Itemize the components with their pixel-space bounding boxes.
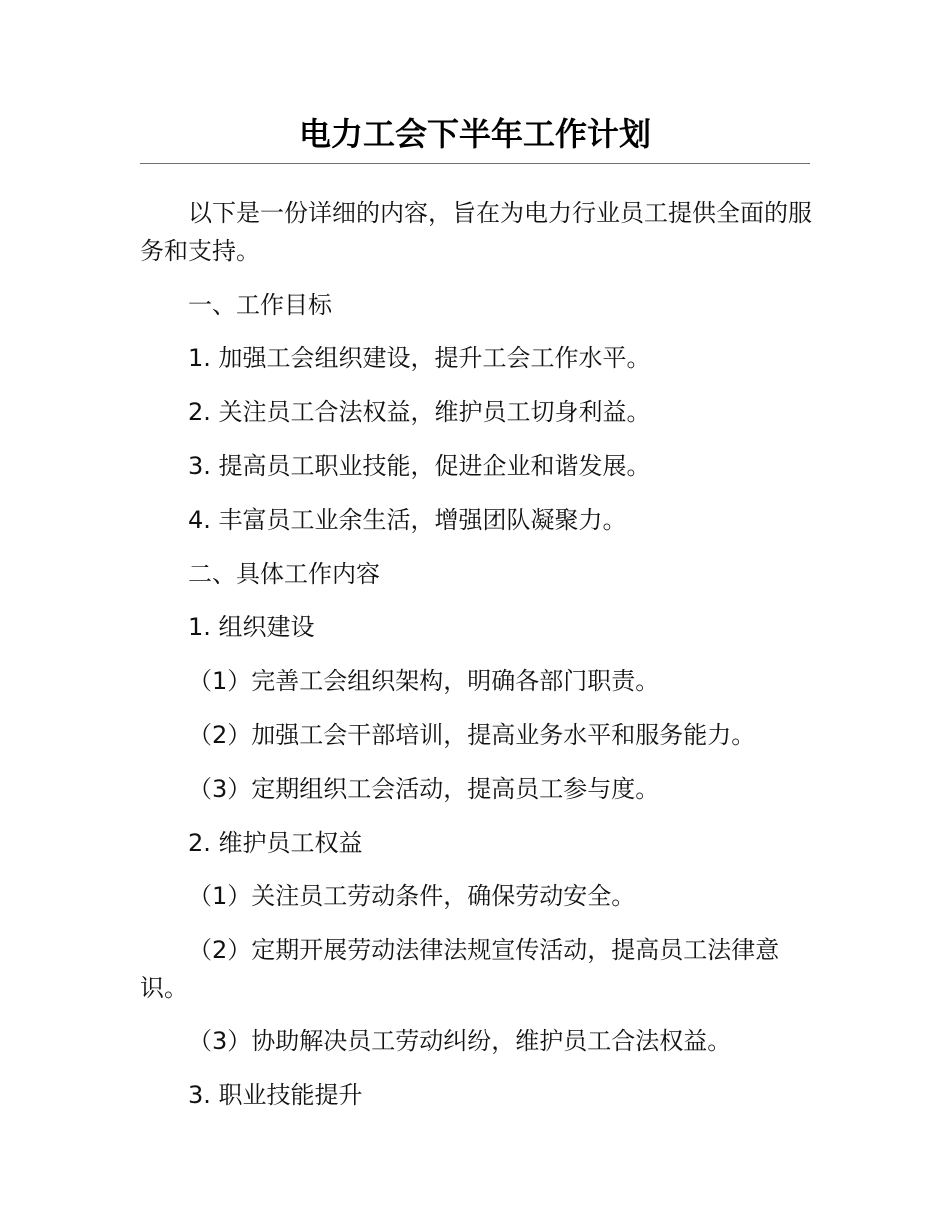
section-heading-goals: 一、工作目标 (188, 291, 332, 319)
goal-item-1: 1. 加强工会组织建设，提升工会工作水平。 (188, 344, 651, 372)
subsection-heading-3: 3. 职业技能提升 (188, 1081, 363, 1109)
subsection-item-2-3: （3）协助解决员工劳动纠纷，维护员工合法权益。 (188, 1027, 732, 1055)
document-title: 电力工会下半年工作计划 (298, 115, 651, 153)
subsection-heading-2: 2. 维护员工权益 (188, 829, 363, 857)
goal-item-3: 3. 提高员工职业技能，促进企业和谐发展。 (188, 452, 651, 480)
subsection-item-1-3: （3）定期组织工会活动，提高员工参与度。 (188, 775, 660, 803)
subsection-item-2-1: （1）关注员工劳动条件，确保劳动安全。 (188, 882, 636, 910)
subsection-item-2-2: （2）定期开展劳动法律法规宣传活动，提高员工法律意识。 (140, 936, 780, 1002)
intro-paragraph: 以下是一份详细的内容，旨在为电力行业员工提供全面的服务和支持。 (140, 199, 812, 265)
goal-item-2: 2. 关注员工合法权益，维护员工切身利益。 (188, 398, 651, 426)
section-heading-content: 二、具体工作内容 (188, 560, 380, 588)
subsection-heading-1: 1. 组织建设 (188, 613, 315, 641)
goal-item-4: 4. 丰富员工业余生活，增强团队凝聚力。 (188, 506, 627, 534)
subsection-item-1-1: （1）完善工会组织架构，明确各部门职责。 (188, 667, 660, 695)
title-divider (140, 163, 810, 164)
subsection-item-1-2: （2）加强工会干部培训，提高业务水平和服务能力。 (188, 721, 756, 749)
